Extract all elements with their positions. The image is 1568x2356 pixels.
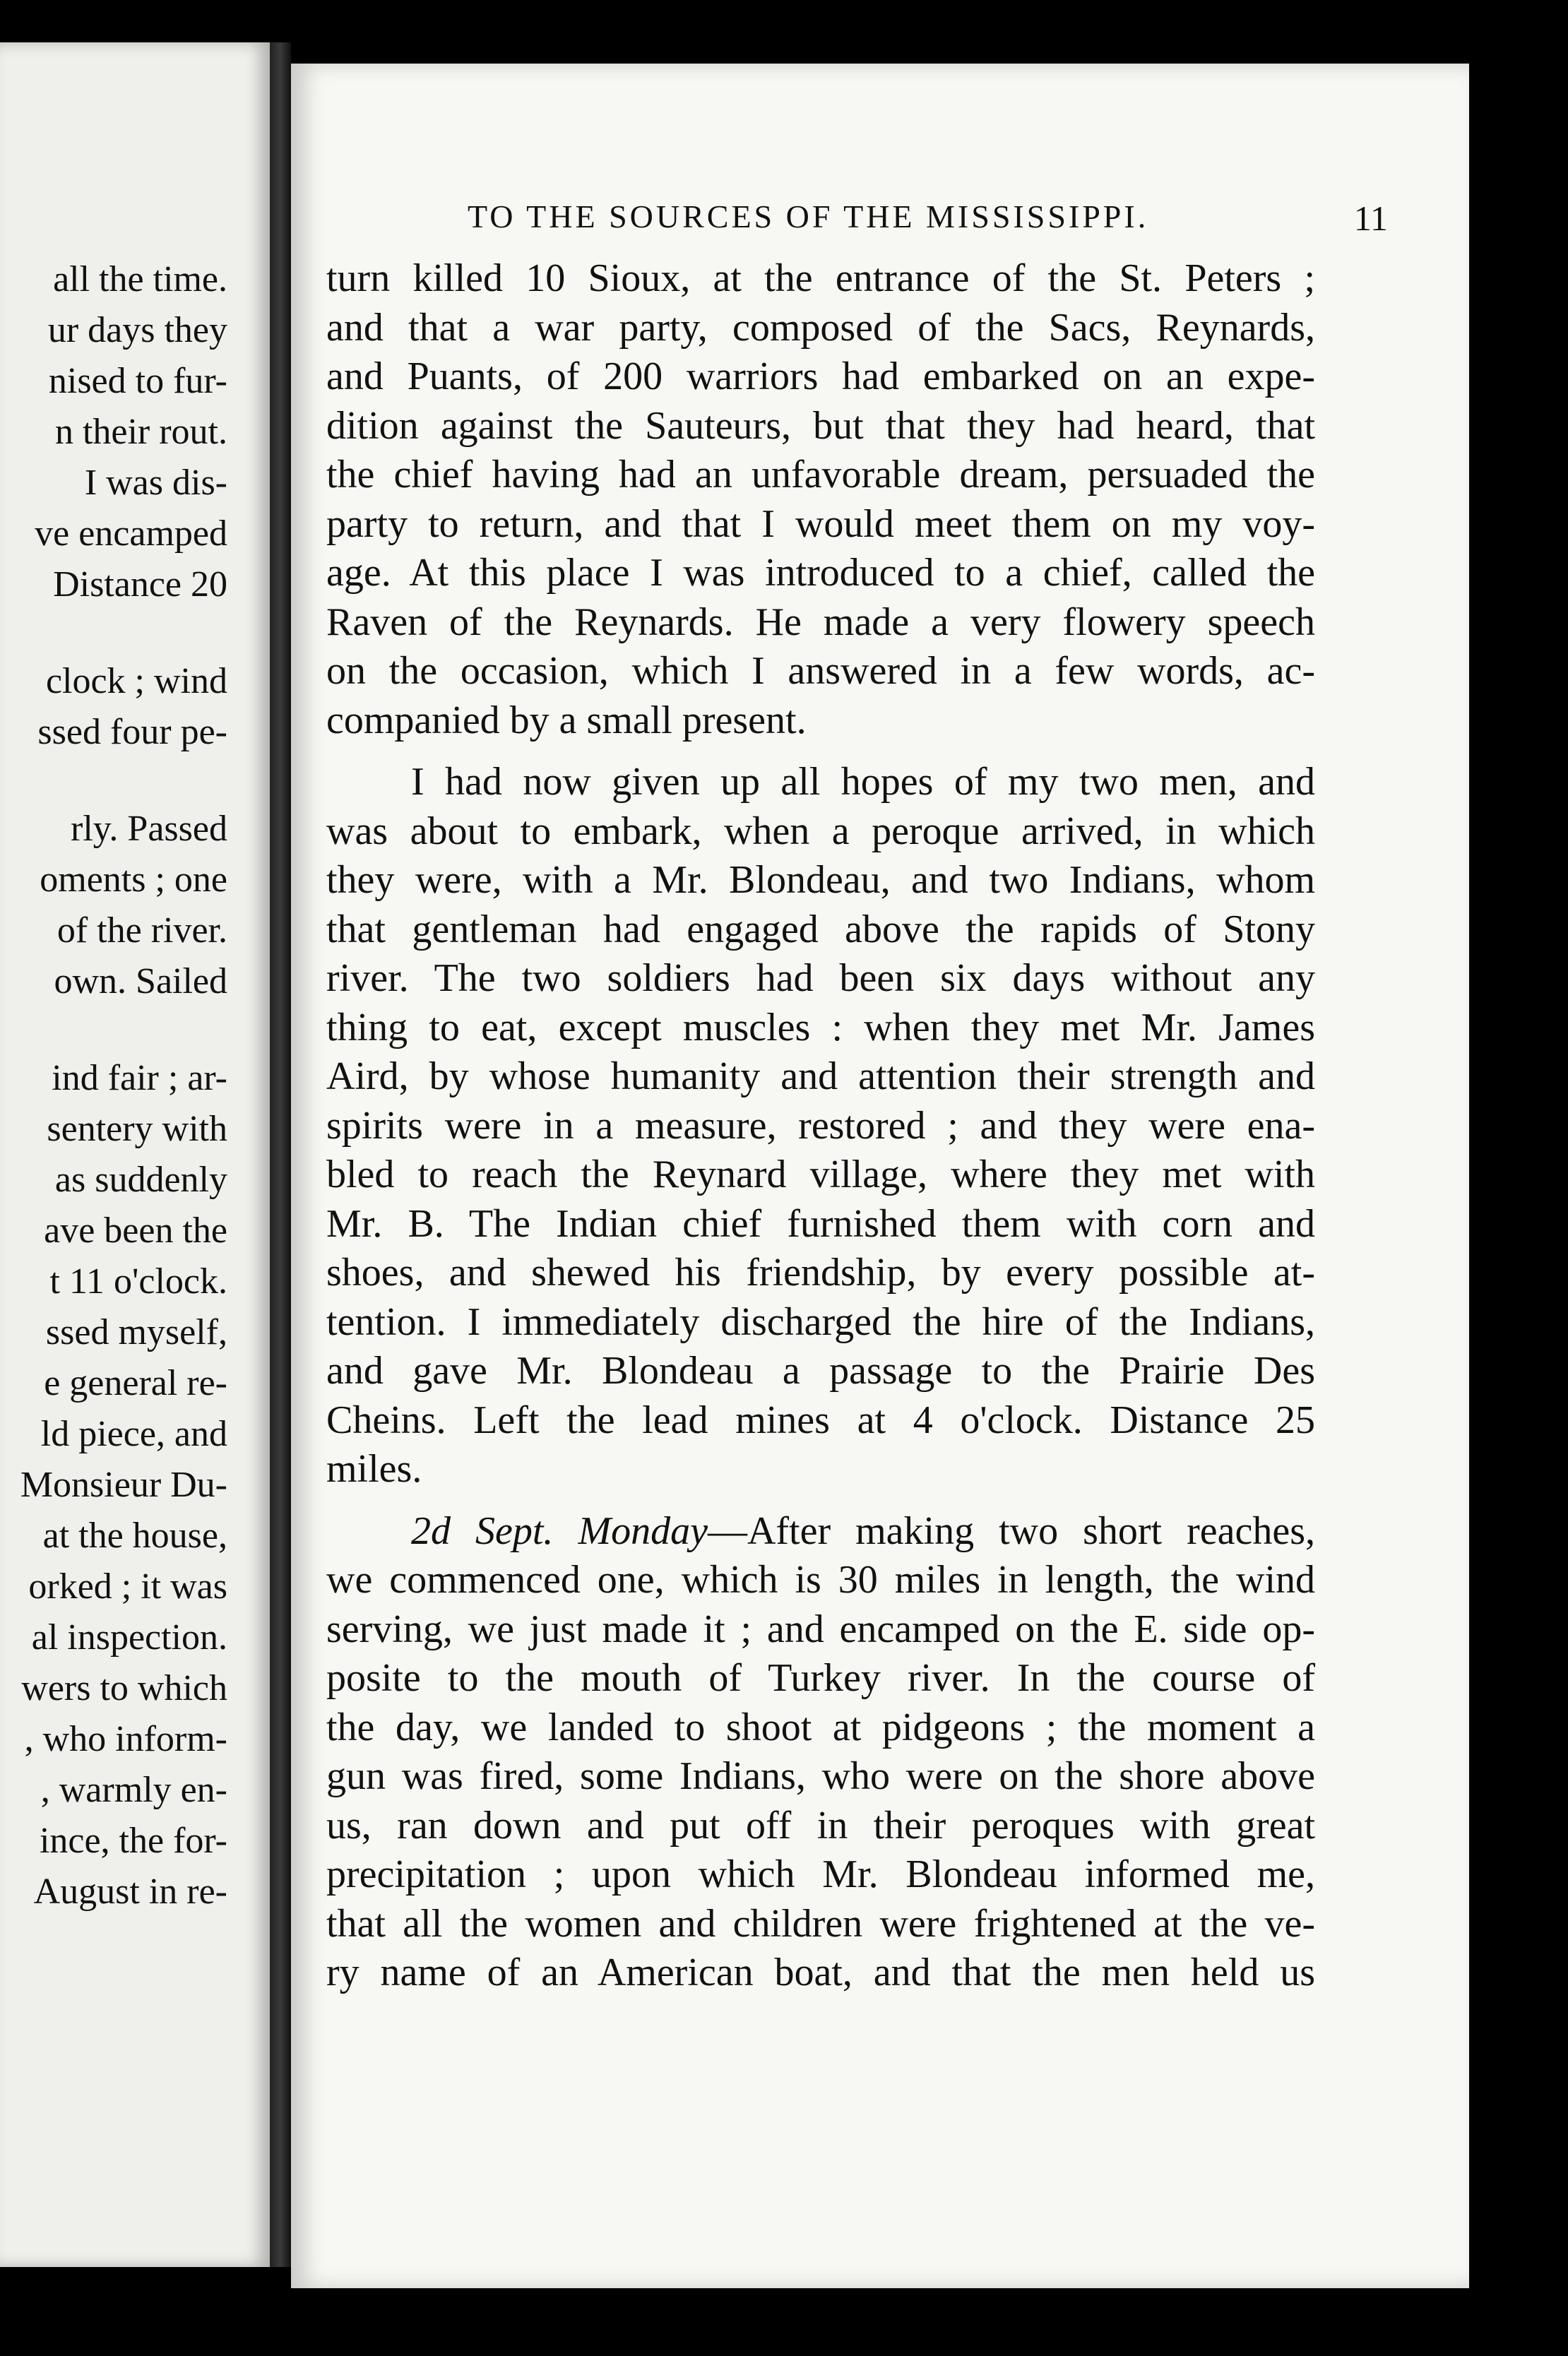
text-line: gun was fired, some Indians, who were on the shore above — [326, 1754, 1315, 1798]
text-line: ry name of an American boat, and that the men held us — [326, 1951, 1315, 1994]
left-line: n their rout. — [54, 412, 227, 452]
left-line: clock ; wind — [45, 661, 227, 701]
left-page — [0, 42, 270, 2267]
left-line: ind fair ; ar- — [52, 1058, 227, 1098]
text-line: Aird, by whose humanity and attention their strength and — [326, 1054, 1315, 1098]
running-head: TO THE SOURCES OF THE MISSISSIPPI. — [468, 198, 1149, 234]
left-line: own. Sailed — [54, 961, 227, 1001]
text-line: and gave Mr. Blondeau a passage to the Prairie Des — [326, 1349, 1315, 1393]
text-line: miles. — [326, 1447, 422, 1491]
text-line: Mr. B. The Indian chief furnished them with corn and — [326, 1201, 1315, 1246]
text-line: and that a war party, composed of the Sacs, Reynards, — [326, 305, 1315, 350]
text-line: Raven of the Reynards. He made a very flowery speech — [326, 600, 1315, 644]
left-line: oments ; one — [40, 859, 227, 900]
left-line: rly. Passed — [71, 809, 227, 849]
left-line: Distance 20 — [53, 564, 227, 605]
text-line: companied by a small present. — [326, 698, 807, 742]
left-line: ur days they — [47, 310, 227, 350]
text-line: the day, we landed to shoot at pidgeons ; the moment a — [326, 1705, 1315, 1749]
text-line: precipitation ; upon which Mr. Blondeau informed me, — [326, 1852, 1315, 1896]
left-line: August in re- — [33, 1872, 227, 1912]
text-line: and Puants, of 200 warriors had embarked on an expe- — [326, 355, 1315, 398]
text-line: river. The two soldiers had been six days without any — [326, 956, 1315, 1000]
left-line: I was dis- — [84, 463, 227, 503]
left-line: as suddenly — [54, 1160, 227, 1200]
text-line: thing to eat, except muscles : when they met Mr. James — [326, 1005, 1315, 1049]
left-line: ssed myself, — [45, 1312, 227, 1352]
text-line: posite to the mouth of Turkey river. In the course of — [326, 1656, 1315, 1700]
left-line: ld piece, and — [40, 1414, 227, 1454]
text-line: us, ran down and put off in their peroques with great — [326, 1803, 1315, 1848]
left-line: ave been the — [44, 1210, 227, 1251]
text-line: shoes, and shewed his friendship, by every possible at- — [326, 1251, 1315, 1295]
left-line: Monsieur Du- — [20, 1465, 227, 1505]
left-line: , warmly en- — [40, 1770, 227, 1810]
page-number: 11 — [1353, 198, 1388, 238]
left-line: e general re- — [44, 1363, 227, 1403]
text-line: they were, with a Mr. Blondeau, and two Indians, whom — [326, 858, 1315, 902]
text-line: spirits were in a measure, restored ; and they were ena- — [326, 1103, 1315, 1148]
text-line: that gentleman had engaged above the rapids of Stony — [326, 907, 1315, 951]
text-line: on the occasion, which I answered in a few words, ac- — [326, 649, 1315, 693]
left-line: wers to which — [21, 1668, 227, 1708]
text-line — [326, 1507, 1315, 1557]
left-line: of the river. — [57, 910, 227, 951]
text-line: we commenced one, which is 30 miles in length, the wind — [326, 1558, 1315, 1602]
book-gutter — [270, 42, 291, 2267]
left-line: al inspection. — [31, 1617, 227, 1658]
text-line: the chief having had an unfavorable dream, persuaded the — [326, 453, 1315, 496]
left-line: nised to fur- — [48, 361, 227, 401]
text-line: serving, we just made it ; and encamped on the E. side op- — [326, 1607, 1315, 1651]
right-page — [291, 64, 1469, 2288]
left-line: ssed four pe- — [37, 712, 227, 752]
entry-date: 2d Sept. Monday — [411, 1509, 708, 1553]
body-text — [326, 254, 1315, 1998]
text-line: dition against the Sauteurs, but that they had heard, that — [326, 403, 1315, 448]
text-line: that all the women and children were frightened at the ve- — [326, 1901, 1315, 1946]
text-line: bled to reach the Reynard village, where they met with — [326, 1153, 1315, 1196]
text-line: party to return, and that I would meet them on my voy- — [326, 501, 1315, 546]
text-line: age. At this place I was introduced to a chief, called the — [326, 551, 1315, 595]
text-line: Cheins. Left the lead mines at 4 o'clock. Distance 25 — [326, 1398, 1315, 1442]
left-line: , who inform- — [24, 1719, 227, 1759]
left-line: orked ; it was — [28, 1566, 227, 1607]
left-line: ince, the for- — [39, 1821, 227, 1861]
left-line: ve encamped — [35, 513, 227, 554]
left-line: t 11 o'clock. — [49, 1261, 227, 1302]
left-line: sentery with — [47, 1109, 227, 1149]
text-line: turn killed 10 Sioux, at the entrance of the St. Peters ; — [326, 256, 1315, 300]
text-line: I had now given up all hopes of my two men, and — [411, 760, 1315, 804]
entry-text: —After making two short reaches, — [707, 1509, 1315, 1553]
left-line: all the time. — [53, 259, 227, 299]
text-line: tention. I immediately discharged the hire of the Indians, — [326, 1299, 1315, 1344]
left-page-text — [20, 254, 227, 1917]
text-line: was about to embark, when a peroque arrived, in which — [326, 809, 1315, 853]
left-line: at the house, — [42, 1516, 227, 1556]
